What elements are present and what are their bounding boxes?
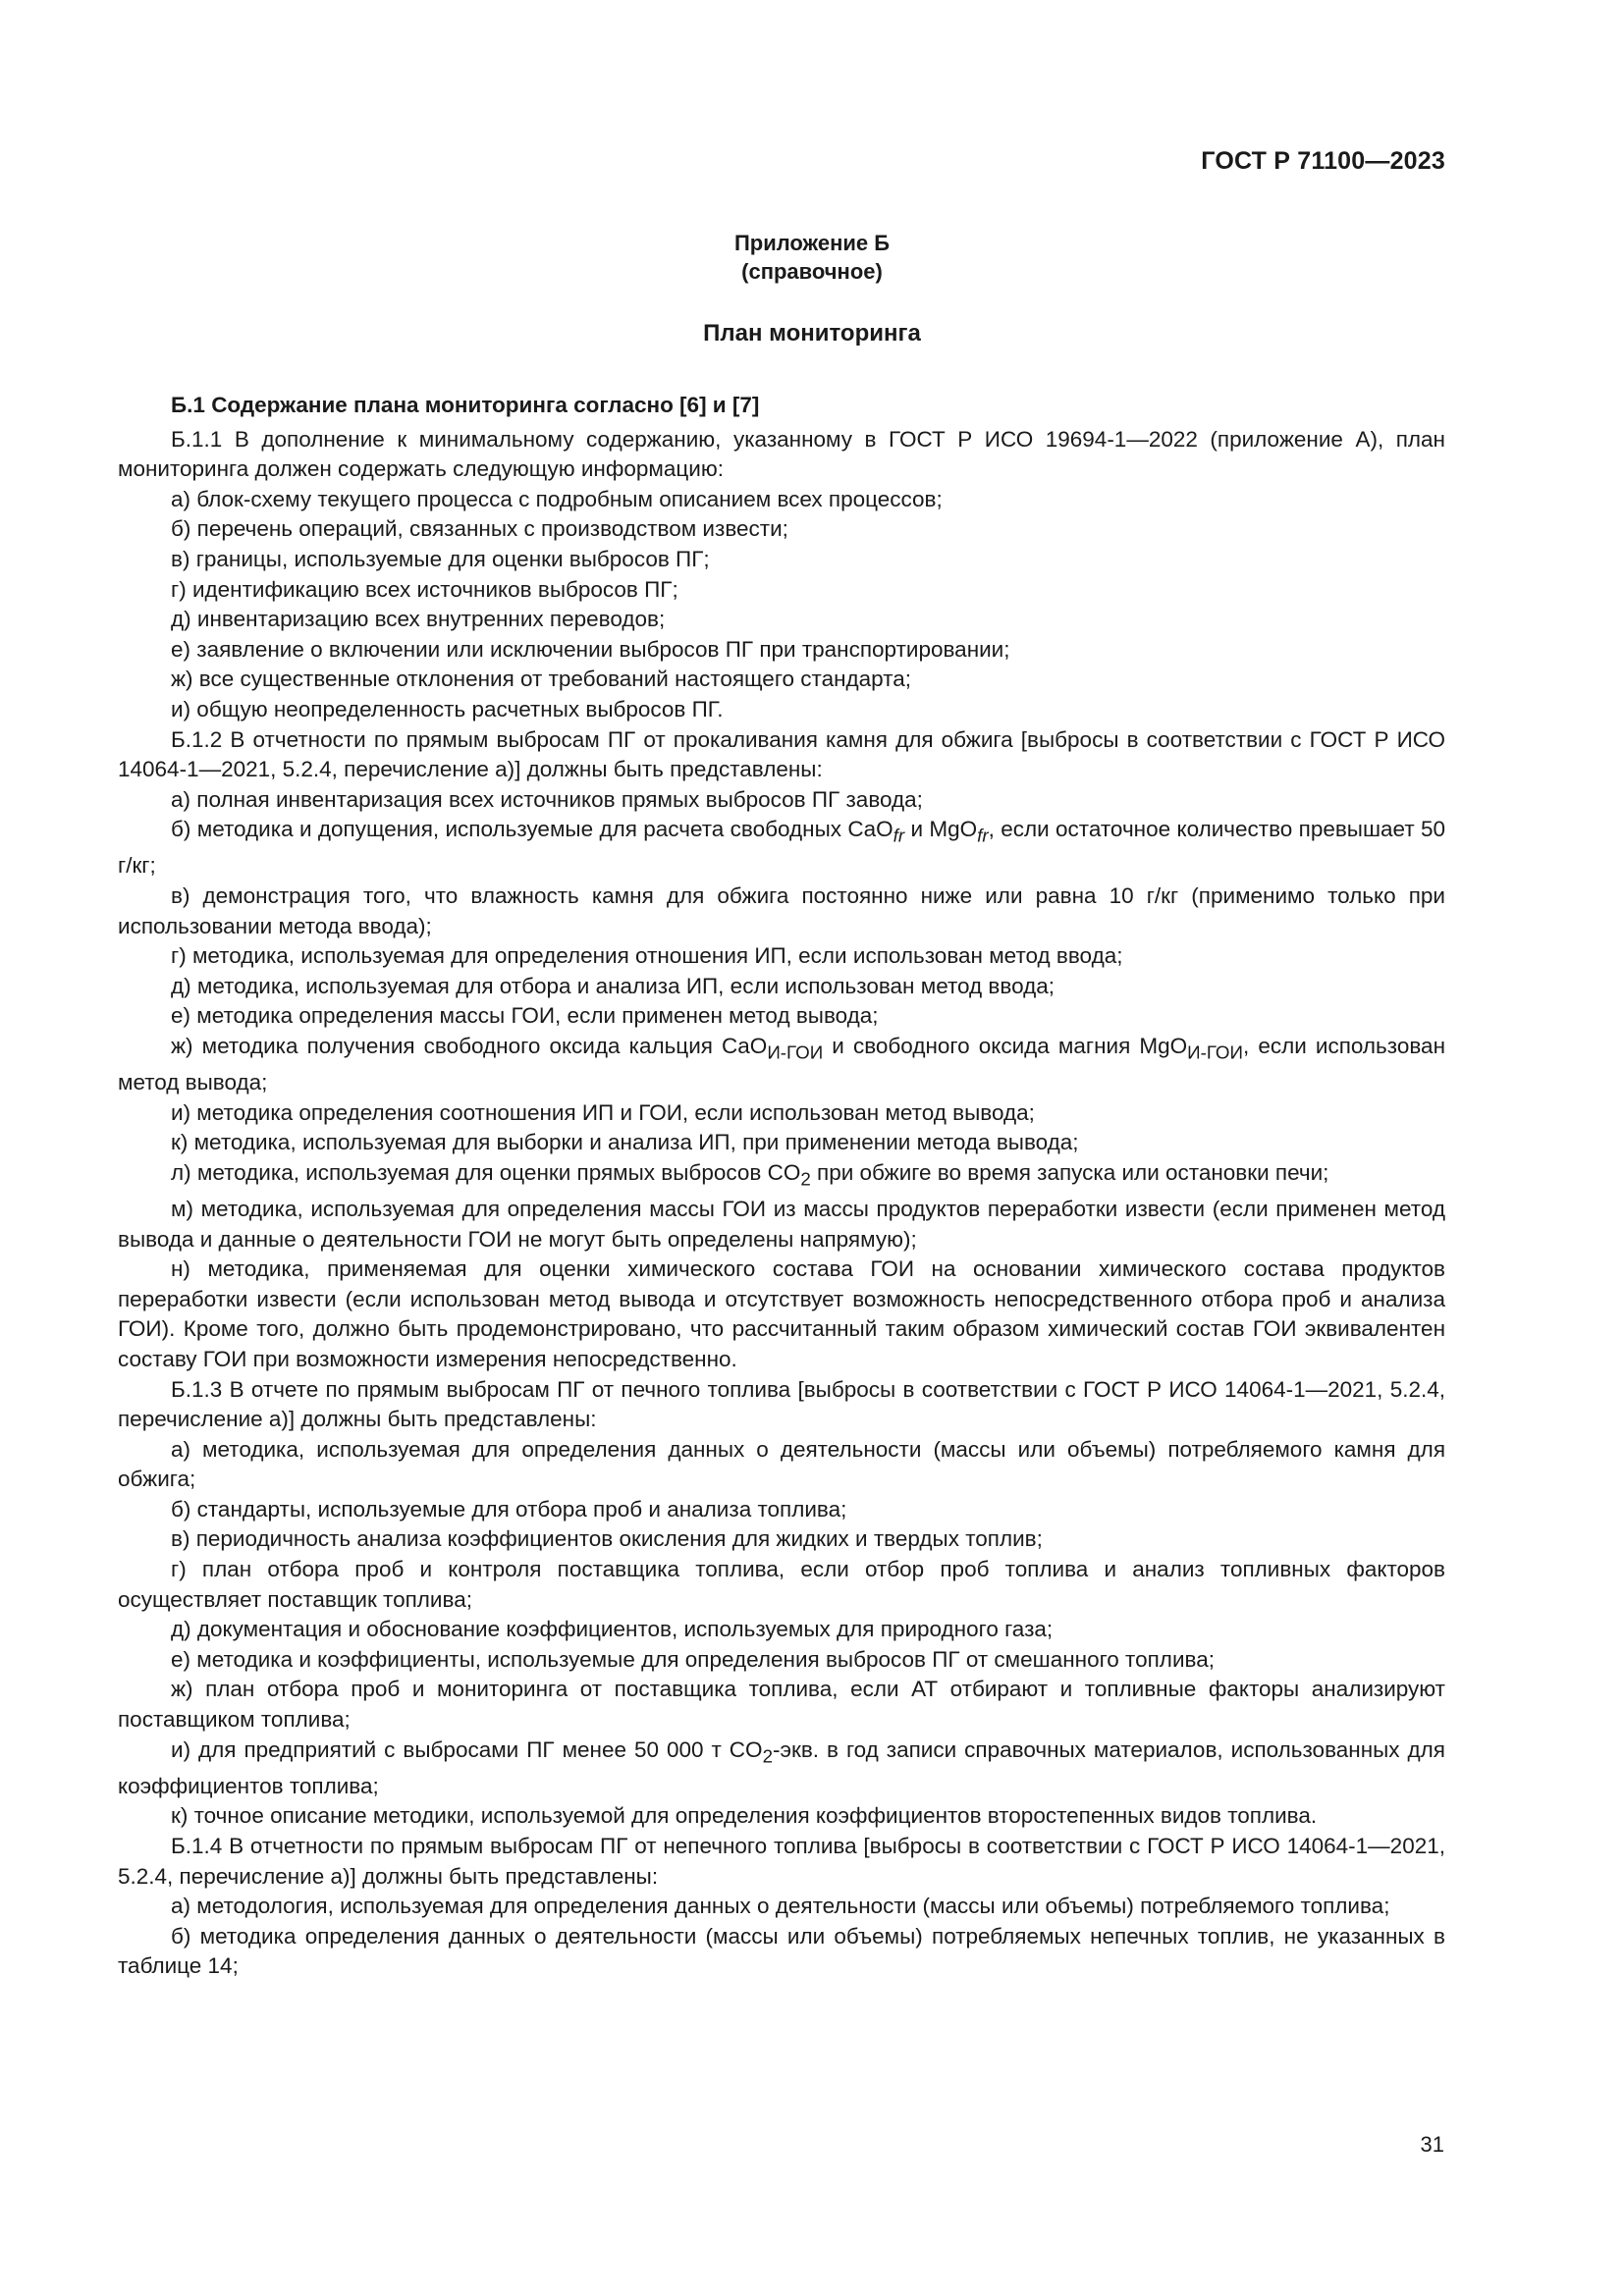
paragraph: а) блок-схему текущего процесса с подробным описанием всех процессов; (171, 486, 943, 511)
paragraph: Б.1.4 В отчетности по прямым выбросам ПГ от непечного топлива [выбросы в соответствии с ГОСТ Р ИСО 14064-1—2021, 5.2.4, перечисление а)] должны быть представлены: (118, 1833, 1445, 1889)
appendix-title: Приложение Б (733, 231, 891, 255)
paragraph: ж) методика получения свободного оксида кальция CaO$_{И-ГОИ}$ и свободного оксида магния MgO$_{И-ГОИ}$, если использован метод вывода; (118, 1033, 1445, 1095)
appendix-subtitle: (справочное) (741, 259, 883, 284)
paragraph: д) документация и обоснование коэффициентов, используемых для природного газа; (171, 1617, 1054, 1642)
paragraph: и) общую неопределенность расчетных выбросов ПГ. (171, 696, 724, 721)
page-number: 31 (1420, 2132, 1444, 2157)
paragraph: б) методика определения данных о деятельности (массы или объемы) потребляемых непечных топлив, не указанных в таблице 14; (118, 1923, 1445, 1979)
paragraph: ж) план отбора проб и мониторинга от поставщика топлива, если АТ отбирают и топливные факторы анализируют поставщиком топлива; (118, 1677, 1445, 1733)
section-heading: Б.1 Содержание плана мониторинга согласно [6] и [7] (171, 393, 760, 417)
paragraph: а) методика, используемая для определения данных о деятельности (массы или объемы) потребляемого камня для обжига; (118, 1436, 1445, 1492)
paragraph: в) демонстрация того, что влажность камня для обжига постоянно ниже или равна 10 г/кг (применимо только при использовании метода ввода); (118, 883, 1445, 938)
paragraph: к) точное описание методики, используемой для определения коэффициентов второстепенных видов топлива. (171, 1803, 1318, 1829)
appendix-header (0, 229, 1624, 286)
paragraph: л) методика, используемая для оценки прямых выбросов $CO_2$ при обжиге во время запуска или остановки печи; (171, 1159, 1329, 1190)
paragraph: е) заявление о включении или исключении выбросов ПГ при транспортировании; (171, 636, 1010, 662)
paragraph: а) полная инвентаризация всех источников прямых выбросов ПГ завода; (171, 786, 923, 812)
document-code: ГОСТ Р 71100—2023 (1201, 147, 1445, 175)
paragraph: е) методика определения массы ГОИ, если применен метод вывода; (171, 1003, 879, 1029)
paragraph: г) план отбора проб и контроля поставщика топлива, если отбор проб топлива и анализ топливных факторов осуществляет поставщик топлива; (118, 1557, 1445, 1612)
paragraph: м) методика, используемая для определения массы ГОИ из массы продуктов переработки извести (если применен метод вывода и данные о деятельности ГОИ не могут быть определены напрямую); (118, 1196, 1445, 1252)
paragraph: а) методология, используемая для определения данных о деятельности (массы или объемы) потребляемого топлива; (171, 1894, 1390, 1919)
paragraph: б) перечень операций, связанных с производством извести; (171, 516, 788, 542)
paragraph: и) для предприятий с выбросами ПГ менее 50 000 т $CO_2$-экв. в год записи справочных материалов, использованных для коэффициентов топлива; (118, 1736, 1445, 1798)
paragraph: в) границы, используемые для оценки выбросов ПГ; (171, 546, 710, 571)
paragraph-list (118, 425, 1445, 1982)
paragraph: ж) все существенные отклонения от требований настоящего стандарта; (171, 667, 912, 692)
paragraph: Б.1.1 В дополнение к минимальному содержанию, указанному в ГОСТ Р ИСО 19694-1—2022 (приложение А), план мониторинга должен содержать следующую информацию: (118, 426, 1445, 482)
paragraph: г) идентификацию всех источников выбросов ПГ; (171, 576, 678, 602)
paragraph: к) методика, используемая для выборки и анализа ИП, при применении метода вывода; (171, 1130, 1079, 1155)
paragraph: и) методика определения соотношения ИП и ГОИ, если использован метод вывода; (171, 1099, 1035, 1125)
document-body (118, 391, 1445, 1982)
paragraph: б) методика и допущения, используемые для расчета свободных CaO$_{fr}$ и MgO$_{fr}$, если остаточное количество превышает 50 г/кг; (118, 817, 1445, 879)
paragraph: д) методика, используемая для отбора и анализа ИП, если использован метод ввода; (171, 973, 1055, 998)
paragraph: е) методика и коэффициенты, используемые для определения выбросов ПГ от смешанного топлива; (171, 1646, 1215, 1672)
paragraph: г) методика, используемая для определения отношения ИП, если использован метод ввода; (171, 943, 1123, 969)
paragraph: Б.1.2 В отчетности по прямым выбросам ПГ от прокаливания камня для обжига [выбросы в соответствии с ГОСТ Р ИСО 14064-1—2021, 5.2.4, перечисление а)] должны быть представлены: (118, 726, 1445, 782)
paragraph: б) стандарты, используемые для отбора проб и анализа топлива; (171, 1496, 847, 1522)
paragraph: в) периодичность анализа коэффициентов окисления для жидких и твердых топлив; (171, 1526, 1043, 1552)
paragraph: Б.1.3 В отчете по прямым выбросам ПГ от печного топлива [выбросы в соответствии с ГОСТ Р ИСО 14064-1—2021, 5.2.4, перечисление а)] должны быть представлены: (118, 1376, 1445, 1432)
paragraph: н) методика, применяемая для оценки химического состава ГОИ на основании химического состава продуктов переработки извести (если использован метод вывода и отсутствует возможность непосредственного отбора проб и анализа ГОИ). Кроме того, должно быть продемонстрировано, что рассчитанный таким образом химический состав ГОИ эквивалентен составу ГОИ при возможности измерения непосредственно. (118, 1256, 1445, 1371)
paragraph: д) инвентаризацию всех внутренних переводов; (171, 607, 666, 632)
plan-title: План мониторинга (703, 320, 921, 347)
